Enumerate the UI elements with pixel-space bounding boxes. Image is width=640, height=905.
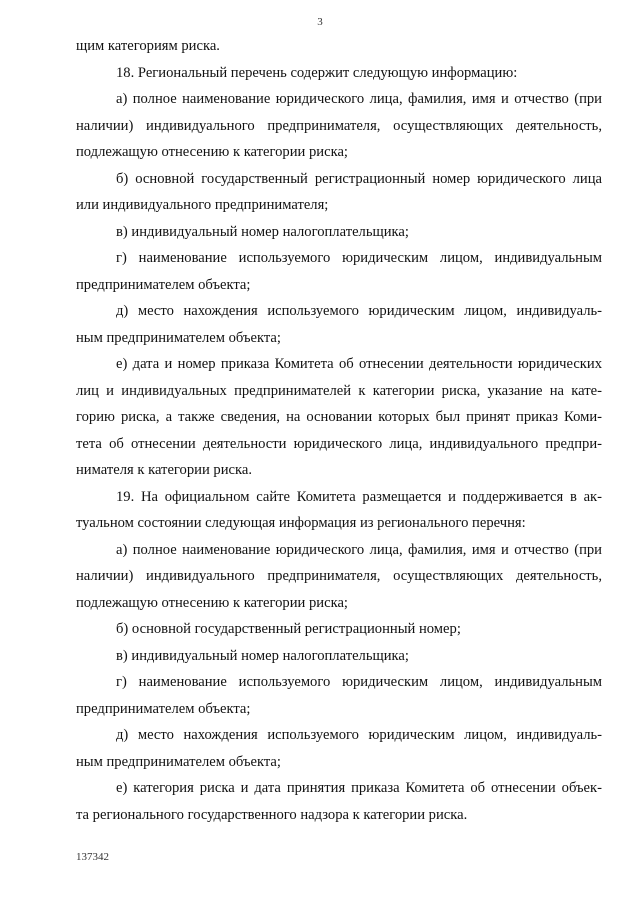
text-line: д) место нахождения используемого юридическим лицом, индивидуаль- [116,727,602,743]
text-line: подлежащую отнесению к категории риска; [76,144,348,160]
text-line: горию риска, а также сведения, на основании которых был принят приказ Коми- [76,409,602,425]
text-line: предпринимателем объекта; [76,276,251,293]
text-line: щим категориям риска. [76,38,220,54]
text-line: туальном состоянии следующая информация из регионального перечня: [76,515,526,531]
text-line: та регионального государственного надзора к категории риска. [76,806,468,823]
text-line: ным предпринимателем объекта; [76,329,281,346]
text-line: 18. Региональный перечень содержит следующую информацию: [116,64,518,81]
text-line: 19. На официальном сайте Комитета размещается и поддерживается в ак- [116,488,602,505]
text-line: е) дата и номер приказа Комитета об отнесении деятельности юридических [116,356,602,372]
text-line: д) место нахождения используемого юридическим лицом, индивидуаль- [116,303,602,319]
text-line: а) полное наименование юридического лица, фамилия, имя и отчество (при [116,541,602,558]
text-line: а) полное наименование юридического лица, фамилия, имя и отчество (при [116,91,602,107]
text-line: подлежащую отнесению к категории риска; [76,594,348,611]
text-line: наличии) индивидуального предпринимателя, осуществляющих деятельность, [76,568,602,584]
document-body [76,33,602,828]
text-line: тета об отнесении деятельности юридического лица, индивидуального предпри- [76,435,602,452]
text-line: б) основной государственный регистрационный номер; [116,621,461,637]
text-line: или индивидуального предпринимателя; [76,197,329,213]
text-line: е) категория риска и дата принятия приказа Комитета об отнесении объек- [116,780,602,796]
text-line: в) индивидуальный номер налогоплательщика; [116,223,409,240]
text-line: наличии) индивидуального предпринимателя, осуществляющих деятельность, [76,117,602,134]
text-line: г) наименование используемого юридическим лицом, индивидуальным [116,250,602,266]
page-number: 3 [317,16,323,28]
text-line: лиц и индивидуальных предпринимателей к категории риска, указание на кате- [76,382,602,399]
document-id: 137342 [76,851,109,863]
text-line: предпринимателем объекта; [76,700,251,717]
text-line: ным предпринимателем объекта; [76,753,281,770]
text-line: б) основной государственный регистрационный номер юридического лица [116,170,602,187]
text-line: нимателя к категории риска. [76,462,252,478]
text-line: в) индивидуальный номер налогоплательщика; [116,647,409,664]
text-line: г) наименование используемого юридическим лицом, индивидуальным [116,674,602,690]
